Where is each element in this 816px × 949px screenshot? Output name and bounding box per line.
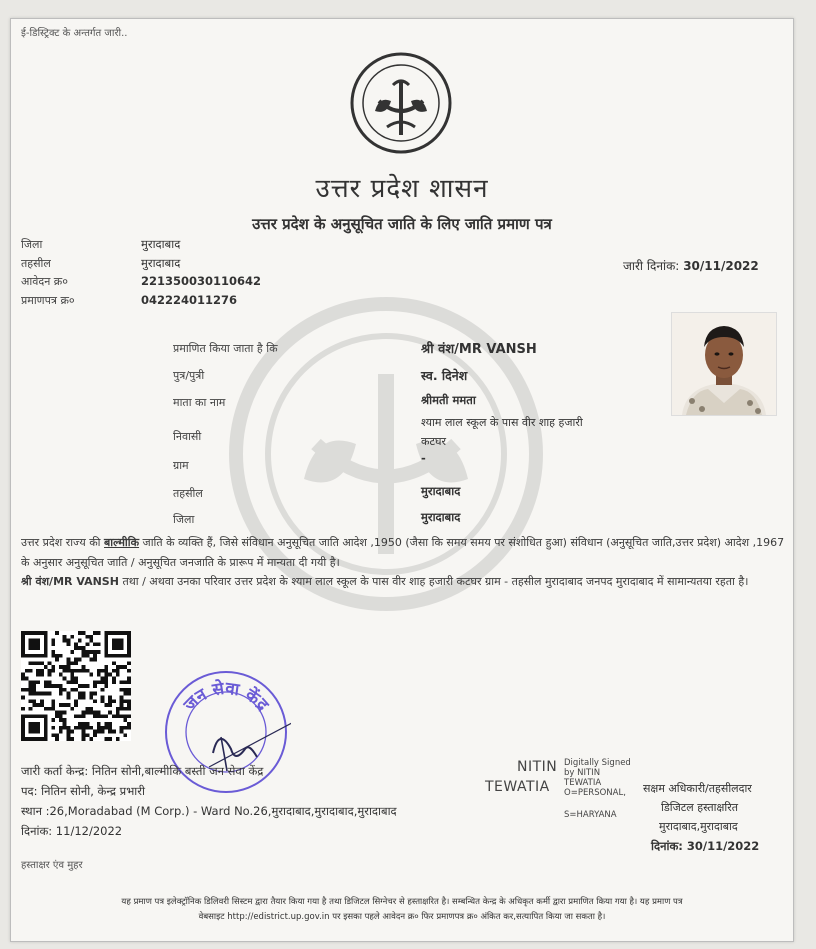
qr-code — [21, 631, 131, 741]
digital-sig-detail-line: by NITIN — [564, 768, 601, 778]
digital-sig-name-line1: NITIN — [517, 759, 558, 775]
caste-paragraph-intro: उत्तर प्रदेश राज्य की — [21, 536, 105, 549]
officer-digital-signed: डिजिटल हस्ताक्षरित — [661, 801, 738, 814]
detail-label-certified: प्रमाणित किया जाता है कि — [173, 342, 278, 355]
up-emblem-icon — [349, 51, 453, 155]
issue-date — [623, 257, 759, 274]
footer-note — [11, 895, 793, 925]
detail-label-village: ग्राम — [173, 459, 189, 472]
detail-value-address: श्याम लाल स्कूल के पास वीर शाह हजारी — [421, 416, 583, 429]
detail-label-district: जिला — [173, 513, 195, 526]
digital-sig-detail-line: Digitally Signed — [564, 758, 631, 768]
tehsil-value: मुरादाबाद — [141, 256, 181, 270]
header-note: ई-डिस्ट्रिक्ट के अन्तर्गत जारी.. — [21, 28, 128, 39]
certificate-number: 042224011276 — [141, 293, 238, 307]
digital-sig-detail-line: TEWATIA — [564, 778, 602, 788]
caste-paragraph — [21, 533, 786, 573]
officer-date: दिनांक: 30/11/2022 — [651, 839, 760, 853]
detail-value-tehsil: मुरादाबाद — [421, 484, 461, 498]
district-value: मुरादाबाद — [141, 237, 181, 251]
residence-paragraph-name: श्री वंश/MR VANSH — [21, 575, 119, 588]
detail-value-district: मुरादाबाद — [421, 510, 461, 524]
tehsil-label: तहसील — [21, 257, 51, 270]
issue-date-label: जारी दिनांक: — [623, 259, 680, 273]
issuer-place: स्थान :26,Moradabad (M Corp.) - Ward No.26,मुरादाबाद,मुरादाबाद,मुरादाबाद — [21, 804, 397, 818]
footer-line-1: यह प्रमाण पत्र इलेक्ट्रॉनिक डिलिवरी सिस्टम द्वारा तैयार किया गया है तथा डिजिटल सिग्नेचर से हस्ताक्षरित है। सम्बन्धित केन्द्र के अधिकृत कर्मी द्वारा प्रमाणित किया गया है। यह प्रमाण पत्र — [121, 897, 683, 907]
digital-sig-spacer — [564, 798, 631, 810]
issuer-post: पद: नितिन सोनी, केन्द्र प्रभारी — [21, 784, 145, 798]
detail-value-address-line2: कटघर — [421, 435, 446, 448]
issuer-date: दिनांक: 11/12/2022 — [21, 824, 123, 838]
residence-paragraph-body: तथा / अथवा उनका परिवार उत्तर प्रदेश के श्याम लाल स्कूल के पास वीर शाह हजारी कटघर ग्राम - तहसील मुरादाबाद जनपद मुरादाबाद में सामान्यतया रहता है। — [118, 575, 749, 588]
officer-designation: सक्षम अधिकारी/तहसीलदार — [643, 782, 752, 795]
issuer-center: जारी कर्ता केन्द्र: नितिन सोनी,बाल्मीकि बस्ती जन सेवा केंद्र — [21, 764, 264, 778]
digital-sig-details — [564, 758, 631, 820]
main-title: उत्तर प्रदेश शासन — [315, 174, 489, 204]
detail-value-name: श्री वंश/MR VANSH — [421, 342, 537, 357]
district-label: जिला — [21, 238, 43, 251]
detail-value-father: स्व. दिनेश — [421, 368, 468, 383]
applicant-photo — [671, 312, 777, 416]
person-photo-icon — [672, 313, 776, 415]
detail-value-village: - — [421, 451, 426, 465]
application-label: आवेदन क्र० — [21, 275, 68, 288]
digital-sig-detail-line: O=PERSONAL, — [564, 788, 626, 798]
application-number: 221350030110642 — [141, 274, 262, 288]
detail-label-mother: माता का नाम — [173, 396, 226, 409]
certificate-sheet — [10, 18, 794, 942]
sub-title: उत्तर प्रदेश के अनुसूचित जाति के लिए जाति प्रमाण पत्र — [252, 215, 552, 233]
caste-paragraph-body: जाति के व्यक्ति हैं, जिसे संविधान अनुसूचित जाति आदेश ,1950 (जैसा कि समय समय पर संशोधित हुआ) संविधान (अनुसूचित जाति,उत्तर प्रदेश) आदेश ,1967 के अनुसार अनुसूचित जाति / अनुसूचित जनजाति के प्रारूप में मान्यता दी गयी है। — [21, 536, 785, 569]
detail-label-tehsil: तहसील — [173, 487, 203, 500]
issue-date-value: 30/11/2022 — [683, 259, 759, 273]
footer-line-2: वेबसाइट http://edistrict.up.gov.in पर इसका पहले आवेदन क्र० फिर प्रमाणपत्र क्र० अंकित कर,सत्यापित किया जा सकता है। — [198, 912, 606, 922]
detail-label-child-of: पुत्र/पुत्री — [173, 369, 205, 382]
detail-value-mother: श्रीमती ममता — [421, 393, 476, 407]
detail-label-resident: निवासी — [173, 430, 202, 443]
caste-name: बाल्मीकि — [104, 536, 140, 549]
certificate-label: प्रमाणपत्र क्र० — [21, 294, 75, 307]
officer-location: मुरादाबाद,मुरादाबाद — [659, 820, 738, 833]
digital-sig-name-line2: TEWATIA — [485, 779, 550, 795]
residence-paragraph — [21, 572, 786, 592]
signature-label: हस्ताक्षर एंव मुहर — [21, 860, 83, 871]
stamp-text: जन सेवा केंद्र — [179, 678, 273, 716]
digital-sig-detail-line: S=HARYANA — [564, 810, 617, 820]
